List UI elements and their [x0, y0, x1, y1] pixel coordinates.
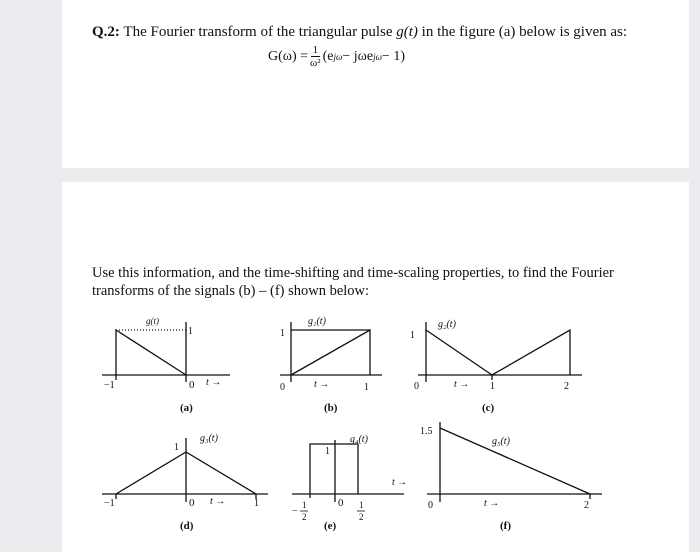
a-function-label: g(t): [146, 316, 159, 326]
d-peak-label: 1: [174, 442, 179, 453]
e-pos-half-num: 1: [359, 500, 364, 510]
f-end-label: 2: [584, 500, 589, 511]
a-t-arrow: t →: [206, 377, 222, 388]
c-function-label: g₂(t): [438, 319, 456, 330]
e-pos-half-den: 2: [359, 512, 364, 522]
fraction-denominator: ω²: [310, 57, 321, 69]
d-end-label: 1: [254, 498, 259, 509]
question-line: [92, 24, 627, 41]
b-zero-label: 0: [280, 382, 285, 393]
figure-a: [102, 322, 230, 382]
equation-exponent-2: jω: [373, 51, 382, 62]
d-zero-label: 0: [189, 497, 195, 509]
signal-figures: [62, 182, 689, 552]
question-text-pre: The Fourier transform of the triangular pulse: [123, 24, 393, 40]
b-function-label: g₁(t): [308, 316, 326, 327]
equation-exponent-1: jω: [333, 51, 343, 62]
e-zero-label: 0: [338, 497, 344, 509]
c-peak-label: 1: [410, 330, 415, 341]
b-end-label: 1: [364, 382, 369, 393]
f-function-label: g₅(t): [492, 436, 510, 447]
question-card: [62, 0, 689, 168]
figure-e: [292, 440, 404, 502]
fraction-numerator: 1: [312, 44, 319, 56]
e-function-label: g₄(t): [350, 434, 368, 445]
e-minus-sign: −: [292, 506, 298, 517]
c-t-arrow: t →: [454, 379, 470, 390]
d-t-arrow: t →: [210, 496, 226, 507]
equation-lhs: G(ω) =: [268, 48, 309, 64]
a-signal: [116, 330, 186, 375]
figure-f: [427, 422, 602, 502]
a-neg1-label: −1: [104, 380, 115, 391]
figure-b: [280, 322, 382, 382]
f-peak-label: 1.5: [420, 426, 433, 437]
a-peak-label: 1: [188, 326, 193, 337]
f-signal: [440, 428, 590, 494]
caption-e: (e): [324, 520, 337, 532]
figure-c: [418, 322, 582, 382]
b-signal: [291, 330, 370, 375]
instructions-text: Use this information, and the time-shifting and time-scaling properties, to find the Fourier transforms of the signals (b) – (f) shown below:: [92, 265, 614, 299]
c-zero-label: 0: [414, 381, 419, 392]
question-text-post: in the figure (a) below is given as:: [421, 24, 628, 40]
f-zero-label: 0: [428, 500, 433, 511]
question-label: Q.2:: [92, 24, 120, 40]
b-t-arrow: t →: [314, 379, 330, 390]
e-neg-half-num: 1: [302, 500, 307, 510]
c-mid-label: 1: [490, 381, 495, 392]
caption-b: (b): [324, 402, 338, 414]
figure-d: [102, 438, 268, 502]
caption-a: (a): [180, 402, 193, 414]
e-neg-half-den: 2: [302, 512, 307, 522]
e-peak-label: 1: [325, 446, 330, 457]
e-t-arrow: t →: [392, 477, 408, 488]
caption-c: (c): [482, 402, 495, 414]
question-function: g(t): [396, 24, 418, 40]
figures-card: [62, 182, 689, 552]
c-signal: [426, 330, 570, 375]
caption-f: (f): [500, 520, 511, 532]
equation-mid: − jωe: [342, 48, 374, 64]
equation-open: (e: [322, 48, 334, 64]
equation-close: − 1): [381, 48, 405, 64]
d-function-label: g₃(t): [200, 433, 218, 444]
c-end-label: 2: [564, 381, 569, 392]
e-signal: [310, 444, 358, 494]
equation-fraction: [310, 44, 321, 69]
a-zero-label: 0: [189, 379, 195, 391]
d-neg1-label: −1: [104, 498, 115, 509]
f-t-arrow: t →: [484, 498, 500, 509]
b-peak-label: 1: [280, 328, 285, 339]
caption-d: (d): [180, 520, 194, 532]
fourier-equation: [268, 44, 405, 69]
